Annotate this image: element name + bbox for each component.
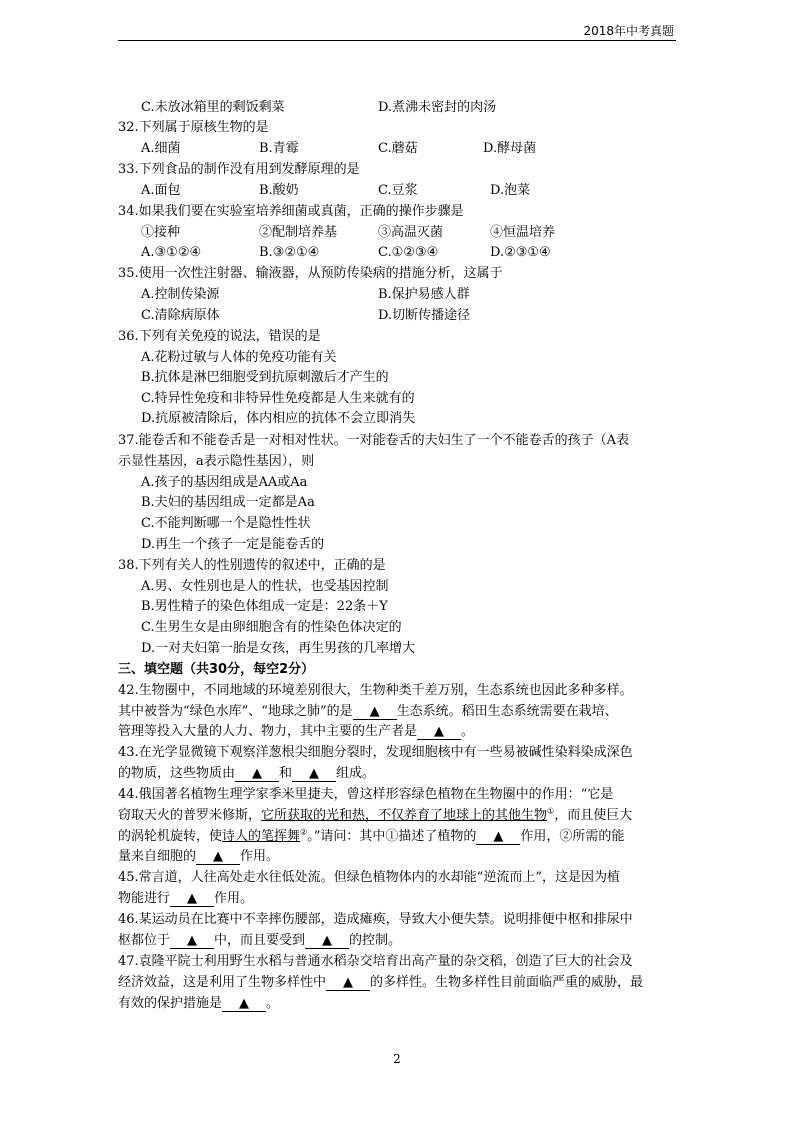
answer-blank: ▲ — [196, 849, 240, 865]
answer-blank: ▲ — [305, 933, 349, 949]
q43-text: 组成。 — [336, 766, 376, 781]
q46-text: 的控制。 — [349, 933, 402, 948]
q44-line-4 — [118, 847, 279, 867]
q36-option-c: C.特异性免疫和非特异性免疫都是人生来就有的 — [141, 391, 415, 406]
q33-option-b: B.酸奶 — [259, 183, 299, 198]
q36-stem: 36.下列有关免疫的说法，错误的是 — [118, 329, 321, 344]
q44-text: 窃取天火的普罗米修斯， — [118, 808, 262, 823]
answer-blank: ▲ — [170, 933, 214, 949]
q32-option-d: D.酵母菌 — [483, 141, 537, 156]
q38-stem: 38.下列有关人的性别遗传的叙述中，正确的是 — [118, 558, 386, 573]
q33-option-a: A.面包 — [141, 183, 181, 198]
footnote-marker-2: ② — [300, 827, 308, 837]
q47-line-3 — [118, 994, 279, 1014]
q37-option-d: D.再生一个孩子一定是能卷舌的 — [141, 537, 325, 552]
q38-option-c: C.生男生女是由卵细胞含有的性染色体决定的 — [141, 620, 402, 635]
q33-stem: 33.下列食品的制作没有用到发酵原理的是 — [118, 162, 360, 177]
q42-line-2 — [118, 702, 618, 722]
q42-line-3 — [118, 722, 474, 742]
q44-text: ，而且使巨大 — [554, 808, 633, 823]
q43-line-1: 43.在光学显微镜下观察洋葱根尖细胞分裂时，发现细胞核中有一些易被碱性染料染成深色 — [118, 745, 633, 760]
q46-text: 中，而且要受到 — [214, 933, 306, 948]
q36-option-a: A.花粉过敏与人体的免疫功能有关 — [141, 350, 337, 365]
q47-text: 有效的保护措施是 — [118, 996, 223, 1011]
answer-blank: ▲ — [222, 996, 266, 1012]
q45-text: 物能进行 — [118, 891, 171, 906]
q44-line-2 — [118, 806, 632, 826]
q46-text: 枢都位于 — [118, 933, 171, 948]
q32-option-a: A.细菌 — [141, 141, 181, 156]
q35-option-a: A.控制传染源 — [141, 287, 220, 302]
page-header — [118, 20, 676, 41]
q35-option-c: C.清除病原体 — [141, 308, 220, 323]
q44-underlined-quote-1: 它所获取的光和热，不仅养育了地球上的其他生物 — [261, 808, 548, 823]
q37-stem-line-1: 37.能卷舌和不能卷舌是一对相对性状。一对能卷舌的夫妇生了一个不能卷舌的孩子（A表 — [118, 433, 630, 448]
q47-line-1: 47.袁隆平院士利用野生水稻与普通水稻杂交培育出高产量的杂交稻，创造了巨大的社会及 — [118, 954, 633, 969]
page-number: 2 — [393, 1052, 401, 1066]
q45-line-1: 45.常言道，人往高处走水往低处流。但绿色植物体内的水却能“逆流而上”，这是因为植 — [118, 870, 620, 885]
answer-blank: ▲ — [476, 829, 520, 845]
q44-line-1: 44.俄国著名植物生理学家季米里捷夫，曾这样形容绿色植物在生物圈中的作用：“它是 — [118, 787, 614, 802]
q36-option-d: D.抗原被清除后，体内相应的抗体不会立即消失 — [141, 411, 416, 426]
q37-stem-line-2: 示显性基因，a表示隐性基因），则 — [118, 454, 315, 469]
q44-text: 。”请问：其中①描述了植物的 — [307, 829, 477, 844]
q44-line-3 — [118, 827, 624, 847]
header-title: 2018年中考真题 — [583, 24, 674, 38]
q45-line-2 — [118, 889, 253, 909]
q44-text: 作用，②所需的能 — [520, 829, 625, 844]
q35-option-d: D.切断传播途径 — [378, 308, 471, 323]
q34-step-1: ①接种 — [141, 225, 181, 240]
q37-option-c: C.不能判断哪一个是隐性性状 — [141, 516, 311, 531]
q34-option-a: A.③①②④ — [141, 245, 202, 260]
q33-option-c: C.豆浆 — [378, 183, 418, 198]
q42-text: 生态系统。稻田生态系统需要在栽培、 — [396, 704, 618, 719]
q33-option-d: D.泡菜 — [490, 183, 531, 198]
q43-line-2 — [118, 764, 375, 784]
answer-blank: ▲ — [170, 891, 214, 907]
answer-blank: ▲ — [326, 975, 370, 991]
q44-text: 的涡轮机旋转，使 — [118, 829, 223, 844]
answer-blank: ▲ — [292, 766, 336, 782]
q44-underlined-quote-2: 诗人的笔挥舞 — [222, 829, 301, 844]
q46-line-1: 46.某运动员在比赛中不幸摔伤腰部，造成瘫痪，导致大小便失禁。说明排便中枢和排尿中 — [118, 912, 633, 927]
q46-line-2 — [118, 931, 401, 951]
answer-blank: ▲ — [235, 766, 279, 782]
q37-option-a: A.孩子的基因组成是AA或Aa — [141, 475, 308, 490]
q32-option-c: C.蘑菇 — [378, 141, 418, 156]
footnote-marker-1: ① — [547, 806, 555, 816]
q35-option-b: B.保护易感人群 — [378, 287, 470, 302]
answer-blank: ▲ — [353, 704, 397, 720]
q32-stem: 32.下列属于原核生物的是 — [118, 120, 269, 135]
q43-text: 和 — [279, 766, 293, 781]
q47-text: 经济效益，这是利用了生物多样性中 — [118, 975, 327, 990]
q32-option-b: B.青霉 — [259, 141, 299, 156]
q34-option-c: C.①②③④ — [378, 245, 439, 260]
q42-text: 管理等投入大量的人力、物力，其中主要的生产者是 — [118, 724, 418, 739]
answer-blank: ▲ — [417, 724, 461, 740]
q31-option-d: D.煮沸未密封的肉汤 — [378, 100, 497, 115]
q43-text: 的物质，这些物质由 — [118, 766, 236, 781]
q47-text: 。 — [266, 996, 280, 1011]
q38-option-d: D.一对夫妇第一胎是女孩，再生男孩的几率增大 — [141, 641, 416, 656]
q44-text: 量来自细胞的 — [118, 849, 197, 864]
q45-text: 作用。 — [214, 891, 254, 906]
q34-step-4: ④恒温培养 — [490, 225, 556, 240]
q44-text: 作用。 — [240, 849, 280, 864]
q47-line-2 — [118, 973, 643, 993]
section-3-title: 三、填空题（共30分，每空2分） — [118, 662, 315, 677]
q38-option-a: A.男、女性别也是人的性状，也受基因控制 — [141, 579, 389, 594]
q34-option-b: B.③②①④ — [259, 245, 320, 260]
q42-line-1: 42.生物圈中，不同地域的环境差别很大，生物种类千差万别，生态系统也因此多种多样。 — [118, 683, 633, 698]
q35-stem: 35.使用一次性注射器、输液器，从预防传染病的措施分析，这属于 — [118, 266, 503, 281]
q47-text: 的多样性。生物多样性目前面临严重的威胁，最 — [370, 975, 644, 990]
q34-stem: 34.如果我们要在实验室培养细菌或真菌，正确的操作步骤是 — [118, 204, 464, 219]
q38-option-b: B.男性精子的染色体组成一定是：22条＋Y — [141, 599, 388, 614]
q36-option-b: B.抗体是淋巴细胞受到抗原刺激后才产生的 — [141, 370, 389, 385]
q42-text: 。 — [461, 724, 475, 739]
q34-option-d: D.②③①④ — [490, 245, 551, 260]
q37-option-b: B.夫妇的基因组成一定都是Aa — [141, 495, 315, 510]
q42-text: 其中被誉为“绿色水库”、“地球之肺”的是 — [118, 704, 353, 719]
q31-option-c: C.未放冰箱里的剩饭剩菜 — [141, 100, 285, 115]
q34-step-3: ③高温灭菌 — [378, 225, 444, 240]
q34-step-2: ②配制培养基 — [259, 225, 338, 240]
